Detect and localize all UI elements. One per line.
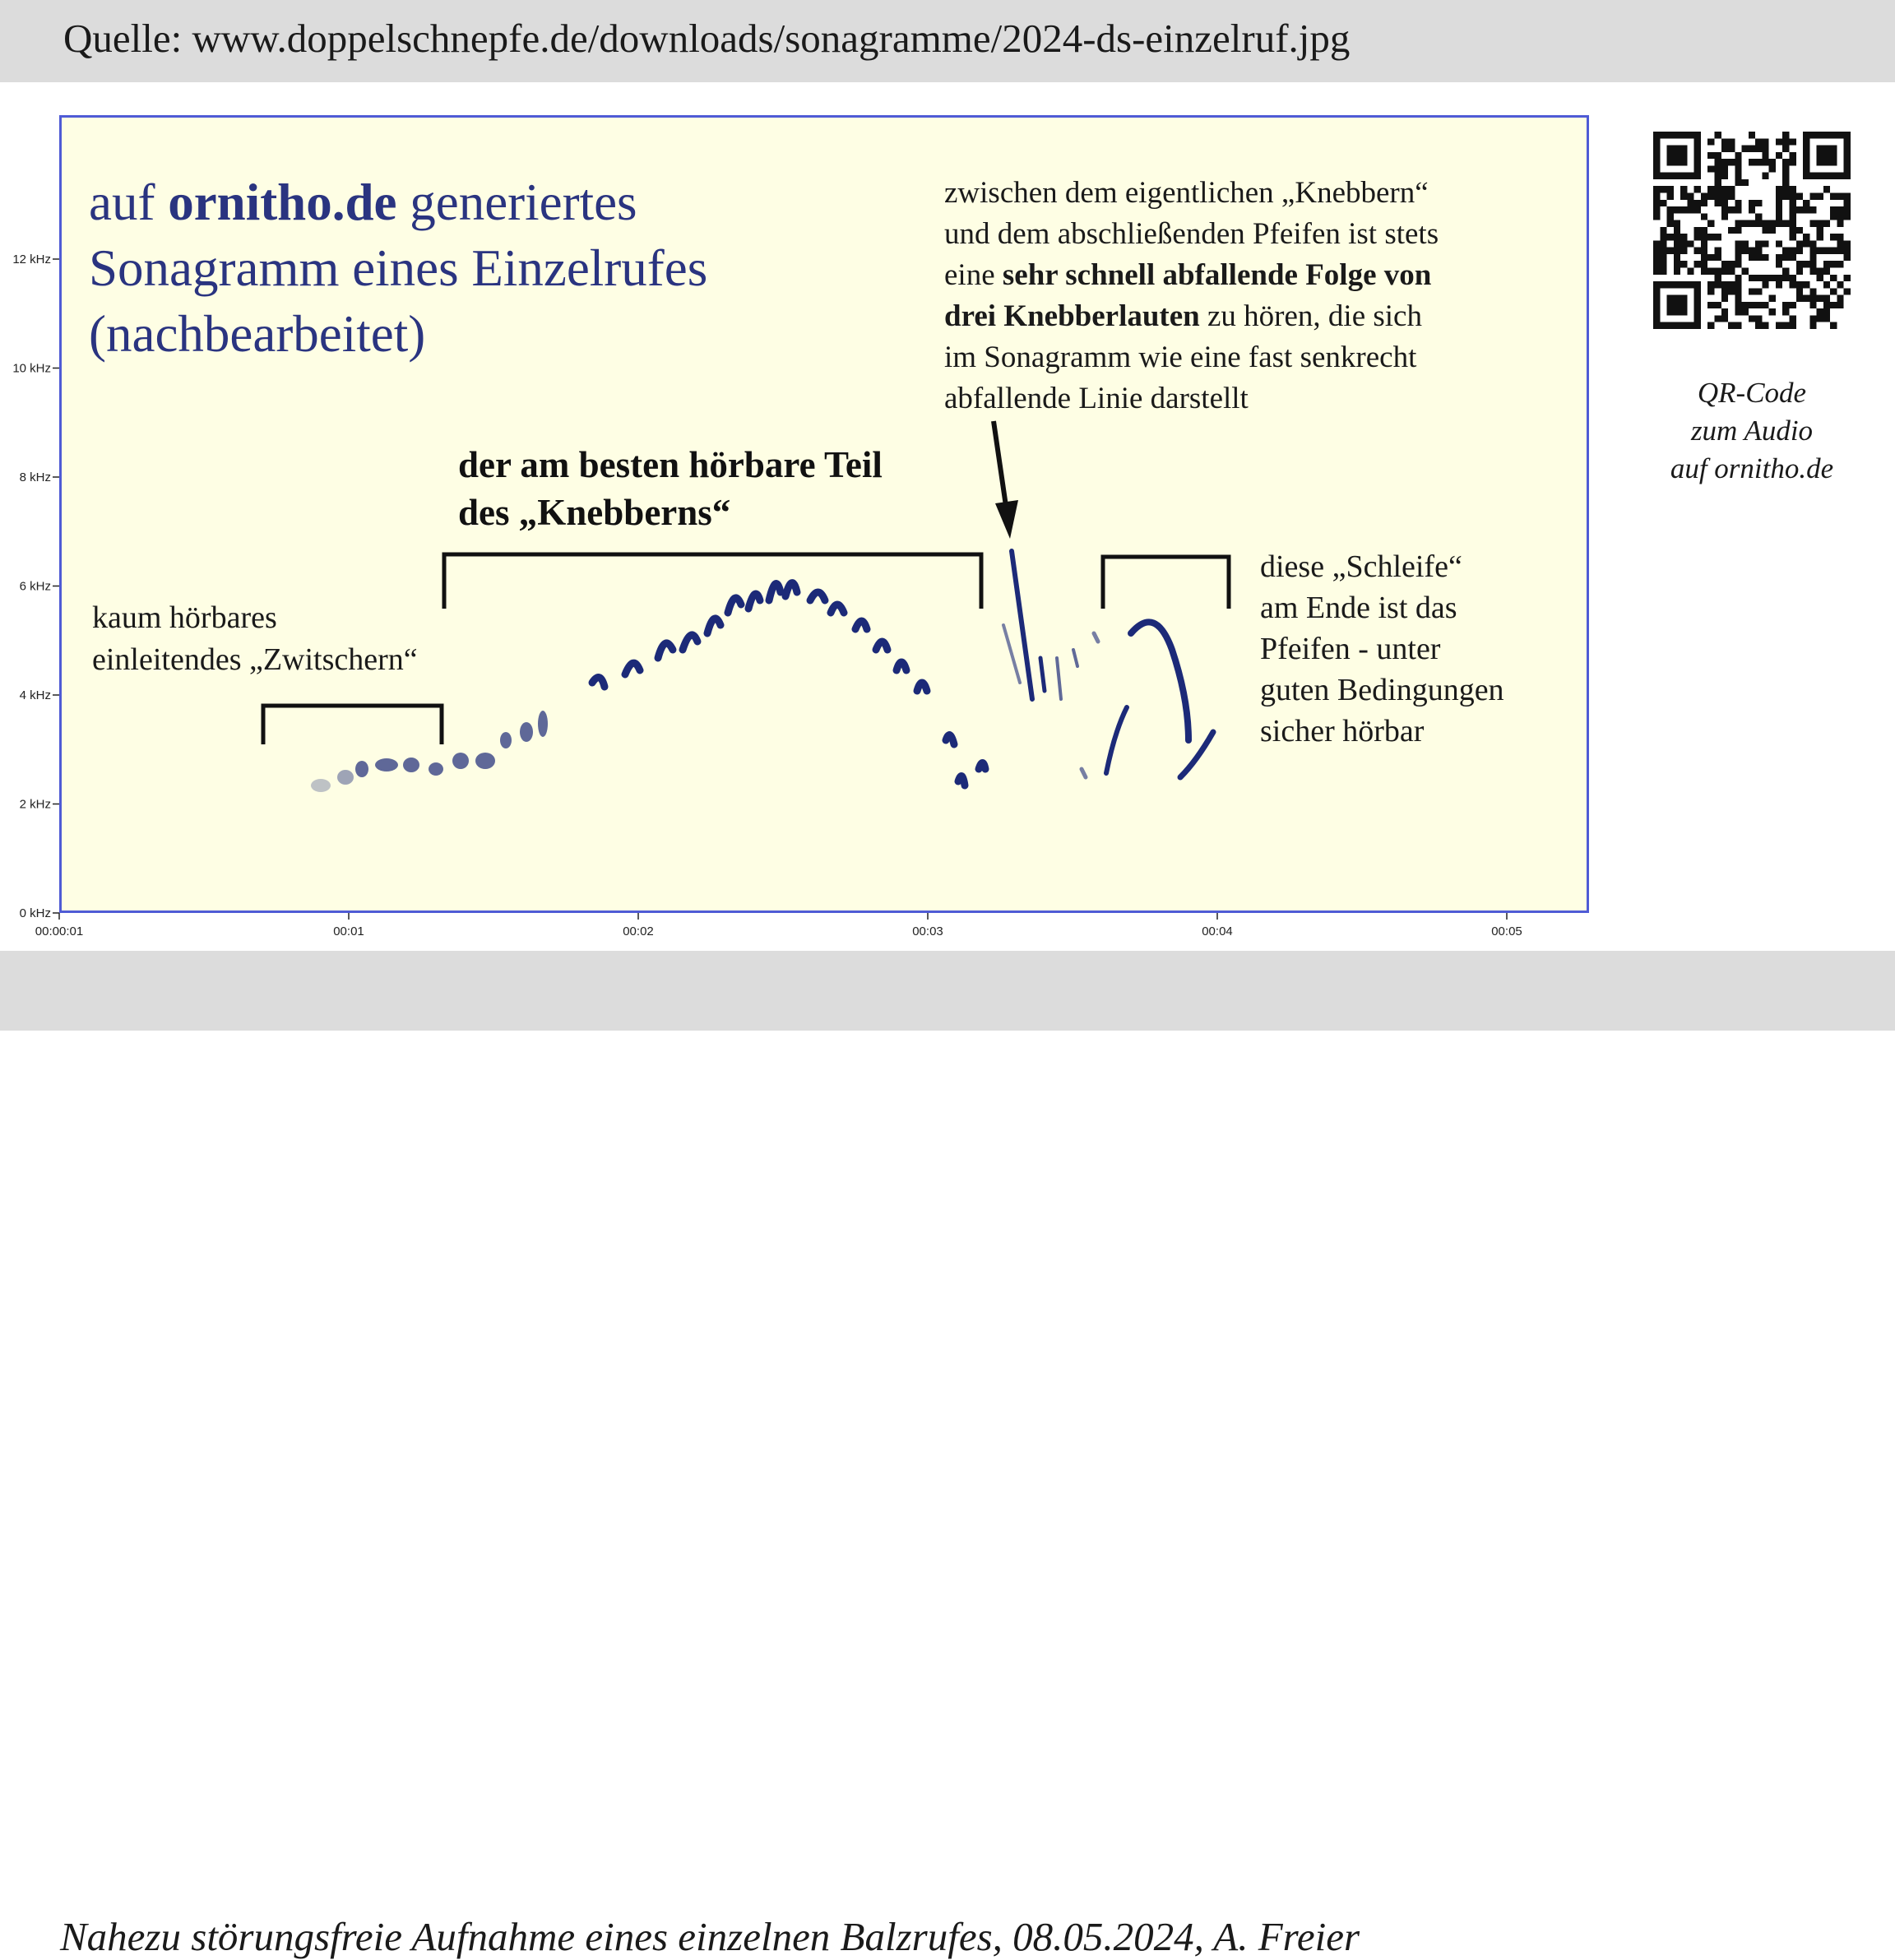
intro-chirp-trace — [311, 711, 548, 792]
title-site: ornitho.de — [168, 174, 397, 231]
note-line-1: zwischen dem eigentlichen „Knebbern“ — [944, 176, 1429, 210]
note-line-6: abfallende Linie darstellt — [944, 382, 1249, 415]
intro-line-2: einleitendes „Zwitschern“ — [92, 642, 418, 677]
loop-line-1: diese „Schleife“ — [1260, 549, 1462, 584]
title-prefix: auf — [89, 174, 169, 231]
y-tick-label: 4 kHz — [19, 688, 51, 702]
qr-caption-line-1: QR-Code — [1697, 377, 1807, 409]
x-tick-label: 00:05 — [1491, 924, 1522, 938]
steep-descent-trace — [1003, 551, 1077, 699]
main-title — [89, 169, 829, 367]
qr-caption — [1637, 374, 1867, 488]
note-line-5: im Sonagramm wie eine fast senkrecht — [944, 341, 1417, 374]
y-tick-label: 6 kHz — [19, 579, 51, 594]
title-suffix: generiertes — [396, 174, 637, 231]
best-part-line-1: der am besten hörbare Teil — [458, 444, 883, 485]
knebbern-trace — [592, 583, 985, 785]
source-url: Quelle: www.doppelschnepfe.de/downloads/sonagramme/2024-ds-einzelruf.jpg — [63, 16, 1351, 61]
qr-caption-line-2: zum Audio — [1690, 415, 1814, 447]
y-tick-label: 10 kHz — [12, 361, 51, 376]
bracket-best-part — [444, 554, 981, 609]
loop-line-3: Pfeifen - unter — [1260, 632, 1441, 666]
descent-note — [944, 173, 1569, 419]
y-tick-label: 2 kHz — [19, 797, 51, 812]
loop-line-2: am Ende ist das — [1260, 591, 1457, 625]
note-line-2: und dem abschließenden Pfeifen ist stets — [944, 217, 1439, 251]
footer-caption: Nahezu störungsfreie Aufnahme eines einzelnen Balzrufes, 08.05.2024, A. Freier — [60, 1914, 1360, 1959]
note-line-3-bold: sehr schnell abfallende Folge von — [1002, 258, 1432, 292]
x-tick-label: 00:03 — [912, 924, 943, 938]
intro-label — [92, 597, 520, 681]
bracket-loop — [1103, 557, 1229, 609]
footer-band — [0, 951, 1895, 1959]
loop-label — [1260, 546, 1556, 752]
qr-code-icon[interactable] — [1653, 132, 1851, 329]
loop-line-5: sicher hörbar — [1260, 714, 1425, 748]
title-line-3: (nachbearbeitet) — [89, 305, 426, 363]
best-part-line-2: des „Knebberns“ — [458, 492, 731, 533]
x-tick-label: 00:04 — [1202, 924, 1233, 938]
bracket-intro — [263, 706, 442, 744]
intro-line-1: kaum hörbares — [92, 600, 277, 635]
x-tick-label: 00:00:01 — [35, 924, 84, 938]
whistle-loop-trace — [1082, 622, 1213, 777]
note-line-4-bold: drei Knebberlauten — [944, 299, 1200, 333]
loop-line-4: guten Bedingungen — [1260, 673, 1504, 707]
qr-caption-line-3: auf ornitho.de — [1670, 452, 1834, 484]
note-line-4-post: zu hören, die sich — [1199, 299, 1422, 333]
y-tick-label: 12 kHz — [12, 253, 51, 266]
title-line-2: Sonagramm eines Einzelrufes — [89, 239, 708, 297]
note-line-3-pre: eine — [944, 258, 1003, 292]
x-tick-label: 00:02 — [623, 924, 654, 938]
x-axis — [35, 913, 1522, 938]
x-tick-label: 00:01 — [333, 924, 364, 938]
y-axis — [12, 253, 59, 920]
y-tick-label: 0 kHz — [19, 906, 51, 920]
best-part-label — [458, 441, 1034, 536]
y-tick-label: 8 kHz — [19, 470, 51, 484]
